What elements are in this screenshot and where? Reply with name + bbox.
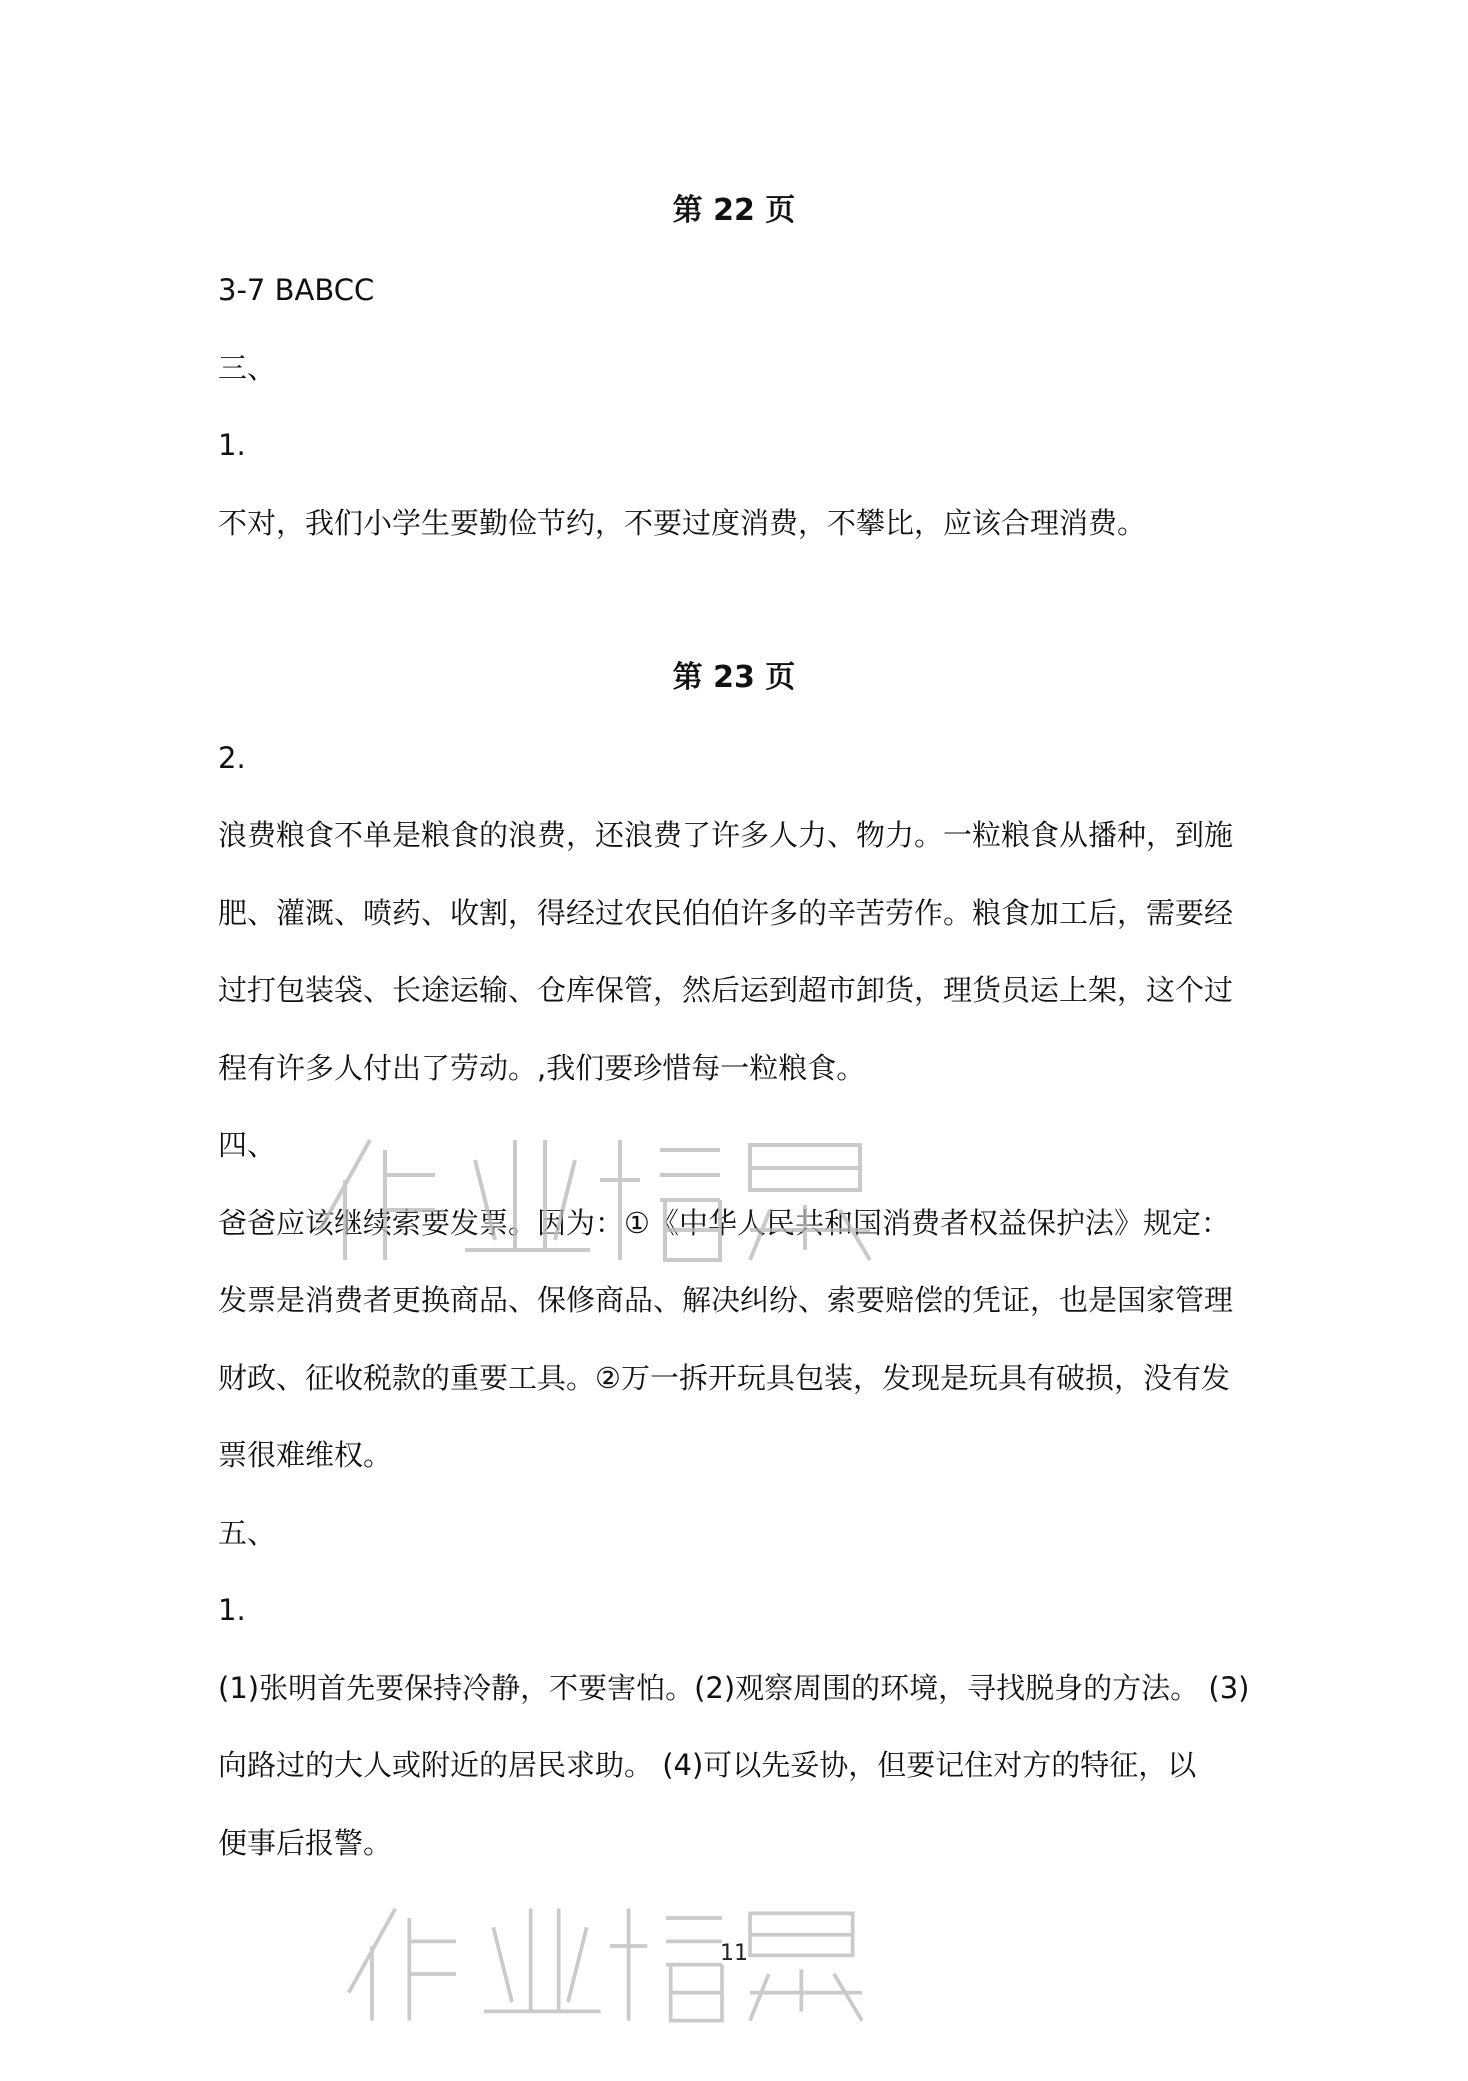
section-4-answer-line: 爸爸应该继续索要发票。因为：①《中华人民共和国消费者权益保护法》规定： (218, 1206, 1230, 1240)
section-5-label: 五、 (218, 1516, 277, 1550)
section-4-label: 四、 (218, 1128, 277, 1162)
question-2-answer-line: 过打包装袋、长途运输、仓库保管，然后运到超市卸货，理货员运上架，这个过 (218, 973, 1234, 1007)
answers-3-7: 3-7 BABCC (218, 273, 375, 307)
watermark-logo (330, 1885, 890, 2035)
question-2-answer-line: 浪费粮食不单是粮食的浪费，还浪费了许多人力、物力。一粒粮食从播种，到施 (218, 818, 1234, 852)
question-5-1-answer-line: 向路过的大人或附近的居民求助。 (4)可以先妥协，但要记住对方的特征，以 (218, 1748, 1197, 1782)
question-5-1-label: 1. (218, 1593, 246, 1627)
question-2-answer-line: 程有许多人付出了劳动。,我们要珍惜每一粒粮食。 (218, 1051, 866, 1085)
page-number: 11 (720, 1941, 748, 1966)
section-3-label: 三、 (218, 351, 277, 385)
heading-page-23: 第 23 页 (672, 660, 796, 695)
question-1-answer: 不对，我们小学生要勤俭节约，不要过度消费，不攀比，应该合理消费。 (218, 506, 1147, 540)
question-2-answer-line: 肥、灌溉、喷药、收割，得经过农民伯伯许多的辛苦劳作。粮食加工后，需要经 (218, 896, 1234, 930)
section-4-answer-line: 票很难维权。 (218, 1438, 393, 1472)
question-2-label: 2. (218, 741, 246, 775)
heading-page-22: 第 22 页 (672, 193, 796, 228)
question-1-label: 1. (218, 428, 246, 462)
section-4-answer-line: 发票是消费者更换商品、保修商品、解决纠纷、索要赔偿的凭证，也是国家管理 (218, 1283, 1234, 1317)
watermark-logo (300, 1120, 900, 1270)
question-5-1-answer-line: (1)张明首先要保持冷静，不要害怕。(2)观察周围的环境，寻找脱身的方法。 (3) (218, 1671, 1250, 1705)
section-4-answer-line: 财政、征收税款的重要工具。②万一拆开玩具包装，发现是玩具有破损，没有发 (218, 1361, 1230, 1395)
question-5-1-answer-line: 便事后报警。 (218, 1826, 393, 1860)
